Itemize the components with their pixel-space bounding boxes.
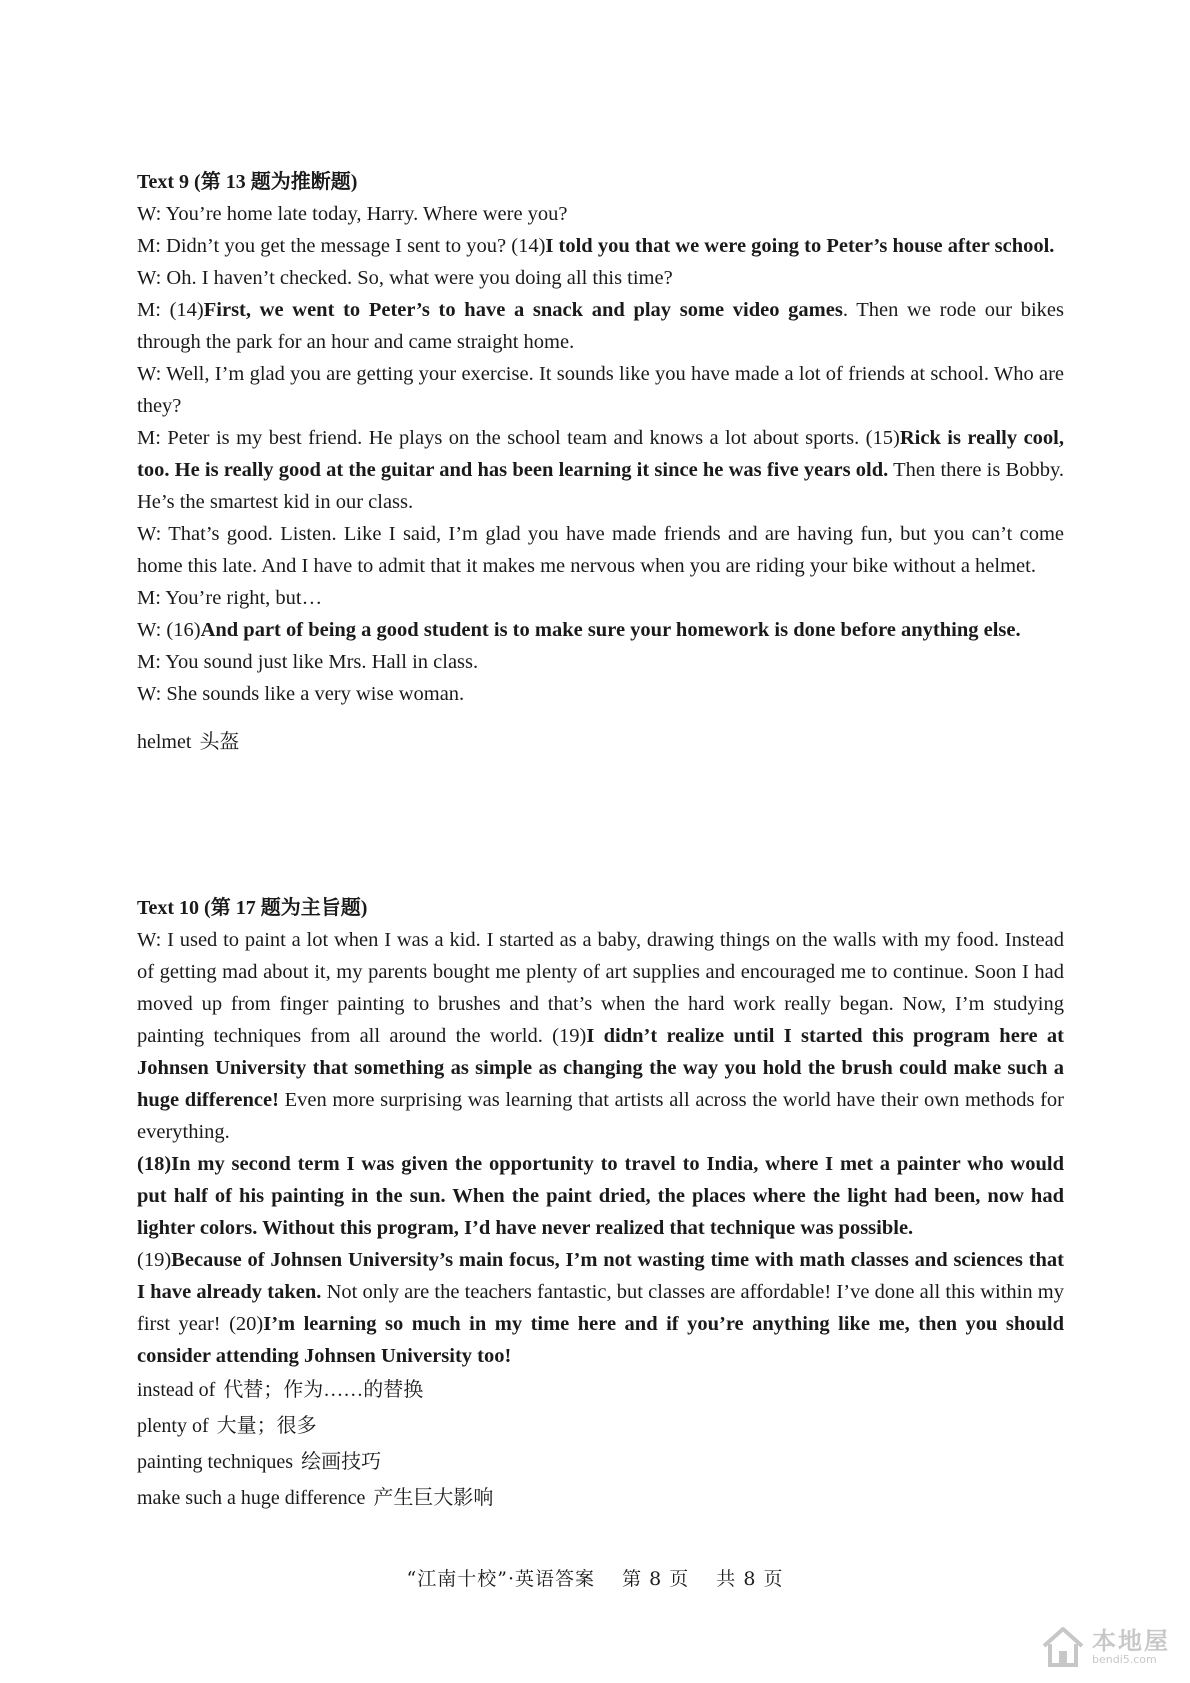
key-sentence: Rick is really cool, too. He is really good at the guitar and has been learning it since he was five years old. — [137, 427, 1065, 481]
dialogue-line — [137, 1148, 1064, 1244]
vocab-chinese: 产生巨大影响 — [373, 1487, 494, 1509]
dialogue-line — [137, 614, 1064, 646]
dialogue-line — [137, 294, 1064, 358]
plain-text: W: Oh. I haven’t checked. So, what were you doing all this time? — [137, 267, 673, 289]
plain-text: Not only are the teachers fantastic, but classes are affordable! I’ve done all this within my first year! (20) — [137, 1281, 1064, 1335]
plain-text: (19) — [137, 1249, 172, 1271]
watermark-url: bendi5.com — [1092, 1653, 1157, 1667]
vocab-item — [137, 1408, 1064, 1444]
plain-text: W: You’re home late today, Harry. Where were you? — [137, 203, 568, 225]
vocab-item — [137, 724, 1064, 760]
dialogue-line — [137, 924, 1064, 1148]
vocab-item — [137, 1372, 1064, 1408]
text10-passage — [137, 924, 1064, 1372]
vocab-english: helmet — [137, 731, 192, 753]
watermark-name: 本地屋 — [1092, 1626, 1170, 1655]
dialogue-line — [137, 262, 1064, 294]
text10-heading: Text 10 (第 17 题为主旨题) — [137, 897, 368, 919]
footer-page-number: 第 8 页 — [622, 1568, 690, 1590]
dialogue-line — [137, 198, 1064, 230]
plain-text: W: (16) — [137, 619, 201, 641]
plain-text: Then there is Bobby. He’s the smartest kid in our class. — [137, 459, 1064, 513]
text10-section — [137, 892, 1064, 1516]
vocab-english: plenty of — [137, 1415, 209, 1437]
key-sentence: Because of Johnsen University’s main focus, I’m not wasting time with math classes and sciences that I have already taken. — [137, 1249, 1064, 1303]
footer-title: “江南十校”·英语答案 — [406, 1568, 596, 1590]
dialogue-line — [137, 582, 1064, 614]
house-icon — [1040, 1624, 1086, 1670]
vocab-english: painting techniques — [137, 1451, 294, 1473]
vocab-chinese: 大量；很多 — [216, 1415, 317, 1437]
plain-text: W: That’s good. Listen. Like I said, I’m glad you have made friends and are having fun, but you can’t come home this late. And I have to admit that it makes me nervous when you are riding your bike without a helmet. — [137, 523, 1064, 577]
vocab-item — [137, 1444, 1064, 1480]
text9-vocab-list — [137, 724, 1064, 760]
vocab-chinese: 绘画技巧 — [301, 1451, 382, 1473]
text10-vocab-list — [137, 1372, 1064, 1516]
key-sentence: I told you that we were going to Peter’s house after school. — [545, 235, 1055, 257]
dialogue-line — [137, 1244, 1064, 1372]
plain-text: M: Didn’t you get the message I sent to you? (14) — [137, 235, 546, 257]
footer-total-pages: 共 8 页 — [716, 1568, 784, 1590]
plain-text: M: (14) — [137, 299, 204, 321]
dialogue-line — [137, 230, 1064, 262]
dialogue-line — [137, 422, 1064, 518]
site-watermark — [1040, 1619, 1180, 1675]
vocab-english: instead of — [137, 1379, 216, 1401]
text9-section — [137, 166, 1064, 760]
plain-text: W: She sounds like a very wise woman. — [137, 683, 465, 705]
vocab-english: make such a huge difference — [137, 1487, 366, 1509]
key-sentence: And part of being a good student is to make sure your homework is done before anything else. — [200, 619, 1021, 641]
key-sentence: First, we went to Peter’s to have a snack and play some video games — [203, 299, 843, 321]
key-sentence: (18)In my second term I was given the opportunity to travel to India, where I met a painter who would put half of his painting in the sun. When the paint dried, the places where the light had been, now had lighter colors. Without this program, I’d have never realized that technique was possible. — [137, 1153, 1064, 1239]
key-sentence: I didn’t realize until I started this program here at Johnsen University that something as simple as changing the way you hold the brush could make such a huge difference! — [137, 1025, 1064, 1111]
vocab-item — [137, 1480, 1064, 1516]
page-footer — [0, 1564, 1190, 1591]
plain-text: M: You’re right, but… — [137, 587, 323, 609]
vocab-chinese: 代替；作为……的替换 — [223, 1379, 424, 1401]
dialogue-line — [137, 358, 1064, 422]
plain-text: W: Well, I’m glad you are getting your exercise. It sounds like you have made a lot of friends at school. Who are they? — [137, 363, 1064, 417]
vocab-chinese: 头盔 — [199, 731, 240, 753]
plain-text: . Then we rode our bikes through the park for an hour and came straight home. — [137, 299, 1065, 353]
plain-text: Even more surprising was learning that artists all across the world have their own methods for everything. — [137, 1089, 1064, 1143]
dialogue-line — [137, 518, 1064, 582]
plain-text: W: I used to paint a lot when I was a kid. I started as a baby, drawing things on the walls with my food. Instead of getting mad about it, my parents bought me plenty of art supplies and encouraged me to continue. Soon I had moved up from finger painting to brushes and that’s when the hard work really began. Now, I’m studying painting techniques from all around the world. (19) — [137, 929, 1064, 1047]
plain-text: M: You sound just like Mrs. Hall in class. — [137, 651, 479, 673]
dialogue-line — [137, 646, 1064, 678]
dialogue-line — [137, 678, 1064, 710]
text9-heading: Text 9 (第 13 题为推断题) — [137, 171, 358, 193]
plain-text: M: Peter is my best friend. He plays on the school team and knows a lot about sports. (15) — [137, 427, 900, 449]
key-sentence: I’m learning so much in my time here and if you’re anything like me, then you should consider attending Johnsen University too! — [137, 1313, 1064, 1367]
text9-dialogue — [137, 198, 1064, 710]
